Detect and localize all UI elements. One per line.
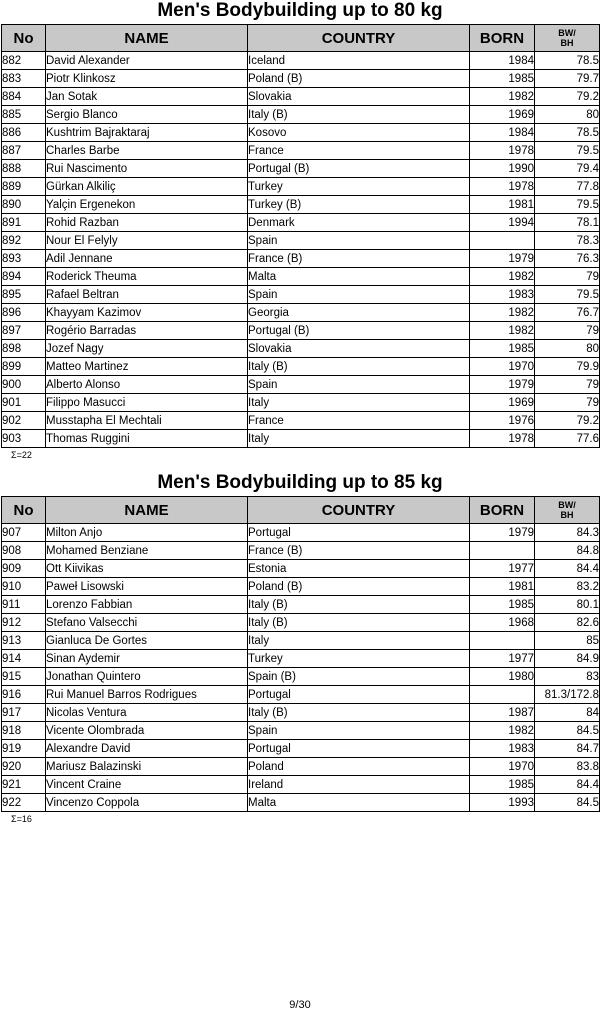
header-born: BORN [470, 25, 535, 52]
athlete-number: 919 [2, 740, 46, 758]
athlete-country: Portugal [248, 524, 470, 542]
table-row [2, 322, 600, 340]
athlete-bodyweight: 82.6 [535, 614, 600, 632]
athlete-bodyweight: 76.3 [535, 250, 600, 268]
athlete-name: Rui Nascimento [46, 160, 248, 178]
athlete-name: Gianluca De Gortes [46, 632, 248, 650]
athlete-bodyweight: 83 [535, 668, 600, 686]
table-header-row [2, 25, 600, 52]
athlete-number: 892 [2, 232, 46, 250]
header-bh: BH [560, 510, 574, 520]
athlete-number: 902 [2, 412, 46, 430]
athlete-country: Malta [248, 268, 470, 286]
athlete-born: 1982 [470, 304, 535, 322]
athlete-number: 891 [2, 214, 46, 232]
athlete-name: Filippo Masucci [46, 394, 248, 412]
athlete-number: 920 [2, 758, 46, 776]
header-country: COUNTRY [248, 25, 470, 52]
table-row [2, 106, 600, 124]
table-row [2, 250, 600, 268]
athlete-country: France [248, 412, 470, 430]
athlete-number: 907 [2, 524, 46, 542]
athlete-country: Italy (B) [248, 704, 470, 722]
athlete-country: Turkey (B) [248, 196, 470, 214]
athlete-name: Milton Anjo [46, 524, 248, 542]
athlete-bodyweight: 84.4 [535, 776, 600, 794]
athlete-name: Jonathan Quintero [46, 668, 248, 686]
athlete-bodyweight: 79.5 [535, 196, 600, 214]
table-row [2, 578, 600, 596]
athlete-born: 1977 [470, 650, 535, 668]
table-row [2, 524, 600, 542]
athlete-bodyweight: 78.5 [535, 124, 600, 142]
athlete-name: Mariusz Balazinski [46, 758, 248, 776]
athlete-bodyweight: 84.9 [535, 650, 600, 668]
header-no: No [2, 497, 46, 524]
athlete-number: 896 [2, 304, 46, 322]
athlete-bodyweight: 78.5 [535, 52, 600, 70]
athlete-number: 887 [2, 142, 46, 160]
athlete-country: Ireland [248, 776, 470, 794]
athlete-born [470, 542, 535, 560]
table-row [2, 232, 600, 250]
athlete-name: Charles Barbe [46, 142, 248, 160]
athlete-name: Sinan Aydemir [46, 650, 248, 668]
header-bw: BW/ [558, 28, 576, 38]
athlete-bodyweight: 79.5 [535, 286, 600, 304]
athlete-number: 900 [2, 376, 46, 394]
athlete-country: Italy [248, 430, 470, 448]
athlete-number: 908 [2, 542, 46, 560]
athlete-number: 910 [2, 578, 46, 596]
table-row [2, 358, 600, 376]
athlete-number: 903 [2, 430, 46, 448]
athlete-name: Mohamed Benziane [46, 542, 248, 560]
athlete-name: Khayyam Kazimov [46, 304, 248, 322]
athlete-country: Malta [248, 794, 470, 812]
header-no: No [2, 25, 46, 52]
athlete-name: Stefano Valsecchi [46, 614, 248, 632]
athlete-name: Rohid Razban [46, 214, 248, 232]
table-row [2, 304, 600, 322]
athlete-country: Slovakia [248, 88, 470, 106]
athlete-name: Rafael Beltran [46, 286, 248, 304]
athlete-number: 886 [2, 124, 46, 142]
table-row [2, 650, 600, 668]
athlete-born: 1984 [470, 52, 535, 70]
athlete-name: Musstapha El Mechtali [46, 412, 248, 430]
athlete-name: Kushtrim Bajraktaraj [46, 124, 248, 142]
athlete-born: 1978 [470, 430, 535, 448]
athlete-name: Gürkan Alkiliç [46, 178, 248, 196]
athlete-name: Ott Kiivikas [46, 560, 248, 578]
athlete-born: 1981 [470, 196, 535, 214]
table-row [2, 340, 600, 358]
athlete-born: 1980 [470, 668, 535, 686]
table-row [2, 88, 600, 106]
table-row [2, 70, 600, 88]
table-row [2, 560, 600, 578]
athlete-bodyweight: 84.3 [535, 524, 600, 542]
athlete-name: Thomas Ruggini [46, 430, 248, 448]
athlete-number: 917 [2, 704, 46, 722]
athlete-born: 1985 [470, 776, 535, 794]
athlete-number: 884 [2, 88, 46, 106]
table-row [2, 214, 600, 232]
athlete-country: Spain [248, 286, 470, 304]
header-bw-bh [535, 25, 600, 52]
section-sum-85kg: Σ=16 [11, 814, 32, 824]
athlete-bodyweight: 84.4 [535, 560, 600, 578]
athlete-country: Poland [248, 758, 470, 776]
athlete-bodyweight: 79 [535, 322, 600, 340]
table-row [2, 758, 600, 776]
athlete-bodyweight: 79 [535, 268, 600, 286]
athlete-born: 1977 [470, 560, 535, 578]
table-row [2, 160, 600, 178]
athlete-number: 911 [2, 596, 46, 614]
athlete-born [470, 632, 535, 650]
athlete-name: Jozef Nagy [46, 340, 248, 358]
athlete-bodyweight: 79.7 [535, 70, 600, 88]
table-row [2, 196, 600, 214]
table-row [2, 704, 600, 722]
athlete-bodyweight: 84.8 [535, 542, 600, 560]
table-body [2, 524, 600, 812]
header-bh: BH [560, 38, 574, 48]
section-title-80kg: Men's Bodybuilding up to 80 kg [157, 0, 443, 21]
athlete-born: 1979 [470, 524, 535, 542]
athlete-country: Italy (B) [248, 106, 470, 124]
athlete-country: Spain [248, 232, 470, 250]
athlete-country: Denmark [248, 214, 470, 232]
athlete-name: Vincent Craine [46, 776, 248, 794]
athlete-bodyweight: 84.5 [535, 794, 600, 812]
header-country: COUNTRY [248, 497, 470, 524]
athlete-country: Turkey [248, 178, 470, 196]
section-title-85kg: Men's Bodybuilding up to 85 kg [157, 472, 443, 493]
athlete-country: Portugal (B) [248, 322, 470, 340]
athlete-country: Portugal [248, 740, 470, 758]
athlete-number: 914 [2, 650, 46, 668]
table-row [2, 52, 600, 70]
athlete-born: 1990 [470, 160, 535, 178]
table-row [2, 614, 600, 632]
athlete-bodyweight: 79.4 [535, 160, 600, 178]
athlete-number: 883 [2, 70, 46, 88]
athlete-name: Roderick Theuma [46, 268, 248, 286]
athlete-bodyweight: 79 [535, 394, 600, 412]
athlete-number: 909 [2, 560, 46, 578]
athlete-country: Portugal (B) [248, 160, 470, 178]
athlete-born: 1985 [470, 596, 535, 614]
athlete-number: 916 [2, 686, 46, 704]
table-row [2, 632, 600, 650]
athlete-country: Slovakia [248, 340, 470, 358]
athlete-name: Vicente Olombrada [46, 722, 248, 740]
table-row [2, 286, 600, 304]
athlete-country: Poland (B) [248, 578, 470, 596]
athlete-number: 889 [2, 178, 46, 196]
header-born: BORN [470, 497, 535, 524]
athlete-born: 1978 [470, 178, 535, 196]
athlete-country: France (B) [248, 250, 470, 268]
athlete-born: 1982 [470, 268, 535, 286]
athlete-bodyweight: 84 [535, 704, 600, 722]
table-row [2, 596, 600, 614]
athlete-born: 1981 [470, 578, 535, 596]
athlete-born: 1979 [470, 376, 535, 394]
athlete-name: Alberto Alonso [46, 376, 248, 394]
athlete-bodyweight: 79 [535, 376, 600, 394]
athlete-born: 1982 [470, 322, 535, 340]
athlete-name: Lorenzo Fabbian [46, 596, 248, 614]
athlete-bodyweight: 77.8 [535, 178, 600, 196]
athlete-born: 1976 [470, 412, 535, 430]
athlete-number: 882 [2, 52, 46, 70]
athlete-country: Estonia [248, 560, 470, 578]
athlete-bodyweight: 80.1 [535, 596, 600, 614]
athlete-name: Matteo Martinez [46, 358, 248, 376]
athlete-number: 894 [2, 268, 46, 286]
athlete-born: 1984 [470, 124, 535, 142]
athlete-country: Italy [248, 394, 470, 412]
header-name: NAME [46, 497, 248, 524]
table-row [2, 430, 600, 448]
athlete-bodyweight: 81.3/172.8 [535, 686, 600, 704]
athlete-country: Spain [248, 376, 470, 394]
athlete-name: Sergio Blanco [46, 106, 248, 124]
athlete-number: 912 [2, 614, 46, 632]
athlete-number: 915 [2, 668, 46, 686]
athlete-born: 1982 [470, 88, 535, 106]
athlete-born [470, 232, 535, 250]
athlete-born [470, 686, 535, 704]
athlete-number: 901 [2, 394, 46, 412]
results-table-80kg [1, 24, 600, 448]
athlete-bodyweight: 79.2 [535, 88, 600, 106]
table-row [2, 394, 600, 412]
athlete-name: Piotr Klinkosz [46, 70, 248, 88]
athlete-born: 1994 [470, 214, 535, 232]
athlete-bodyweight: 77.6 [535, 430, 600, 448]
table-row [2, 124, 600, 142]
athlete-country: Italy (B) [248, 596, 470, 614]
athlete-born: 1985 [470, 340, 535, 358]
athlete-name: Jan Sotak [46, 88, 248, 106]
athlete-number: 890 [2, 196, 46, 214]
athlete-country: France [248, 142, 470, 160]
athlete-bodyweight: 84.5 [535, 722, 600, 740]
athlete-name: Yalçin Ergenekon [46, 196, 248, 214]
table-row [2, 776, 600, 794]
athlete-country: Georgia [248, 304, 470, 322]
header-bw-bh [535, 497, 600, 524]
table-row [2, 686, 600, 704]
athlete-name: Rui Manuel Barros Rodrigues [46, 686, 248, 704]
athlete-name: Nour El Felyly [46, 232, 248, 250]
athlete-country: Iceland [248, 52, 470, 70]
table-header-row [2, 497, 600, 524]
athlete-born: 1982 [470, 722, 535, 740]
athlete-born: 1979 [470, 250, 535, 268]
athlete-bodyweight: 84.7 [535, 740, 600, 758]
athlete-name: Rogério Barradas [46, 322, 248, 340]
athlete-country: Spain [248, 722, 470, 740]
athlete-country: Portugal [248, 686, 470, 704]
athlete-born: 1970 [470, 758, 535, 776]
table-body [2, 52, 600, 448]
athlete-born: 1968 [470, 614, 535, 632]
athlete-born: 1983 [470, 286, 535, 304]
athlete-bodyweight: 79.5 [535, 142, 600, 160]
athlete-born: 1985 [470, 70, 535, 88]
athlete-name: Nicolas Ventura [46, 704, 248, 722]
table-row [2, 178, 600, 196]
athlete-number: 898 [2, 340, 46, 358]
athlete-number: 885 [2, 106, 46, 124]
athlete-country: Spain (B) [248, 668, 470, 686]
athlete-number: 893 [2, 250, 46, 268]
athlete-country: Poland (B) [248, 70, 470, 88]
section-sum-80kg: Σ=22 [11, 450, 32, 460]
athlete-bodyweight: 83.2 [535, 578, 600, 596]
athlete-number: 921 [2, 776, 46, 794]
header-bw: BW/ [558, 500, 576, 510]
athlete-country: Italy [248, 632, 470, 650]
table-row [2, 412, 600, 430]
athlete-name: Adil Jennane [46, 250, 248, 268]
athlete-born: 1970 [470, 358, 535, 376]
athlete-bodyweight: 79.2 [535, 412, 600, 430]
athlete-bodyweight: 78.1 [535, 214, 600, 232]
athlete-country: Kosovo [248, 124, 470, 142]
athlete-country: France (B) [248, 542, 470, 560]
table-row [2, 376, 600, 394]
athlete-bodyweight: 83.8 [535, 758, 600, 776]
athlete-number: 899 [2, 358, 46, 376]
table-row [2, 740, 600, 758]
athlete-number: 895 [2, 286, 46, 304]
header-name: NAME [46, 25, 248, 52]
athlete-number: 918 [2, 722, 46, 740]
athlete-number: 922 [2, 794, 46, 812]
table-row [2, 142, 600, 160]
athlete-name: Alexandre David [46, 740, 248, 758]
athlete-born: 1969 [470, 394, 535, 412]
athlete-number: 913 [2, 632, 46, 650]
athlete-born: 1987 [470, 704, 535, 722]
athlete-country: Turkey [248, 650, 470, 668]
table-row [2, 722, 600, 740]
table-row [2, 794, 600, 812]
athlete-name: Paweł Lisowski [46, 578, 248, 596]
athlete-born: 1969 [470, 106, 535, 124]
athlete-number: 897 [2, 322, 46, 340]
athlete-born: 1983 [470, 740, 535, 758]
athlete-country: Italy (B) [248, 358, 470, 376]
athlete-name: Vincenzo Coppola [46, 794, 248, 812]
table-row [2, 542, 600, 560]
athlete-bodyweight: 78.3 [535, 232, 600, 250]
athlete-born: 1993 [470, 794, 535, 812]
athlete-bodyweight: 80 [535, 340, 600, 358]
athlete-bodyweight: 85 [535, 632, 600, 650]
table-row [2, 268, 600, 286]
athlete-bodyweight: 76.7 [535, 304, 600, 322]
results-table-85kg [1, 496, 600, 812]
table-row [2, 668, 600, 686]
athlete-bodyweight: 79.9 [535, 358, 600, 376]
athlete-born: 1978 [470, 142, 535, 160]
athlete-number: 888 [2, 160, 46, 178]
athlete-bodyweight: 80 [535, 106, 600, 124]
page-number: 9/30 [289, 999, 311, 1011]
athlete-country: Italy (B) [248, 614, 470, 632]
athlete-name: David Alexander [46, 52, 248, 70]
